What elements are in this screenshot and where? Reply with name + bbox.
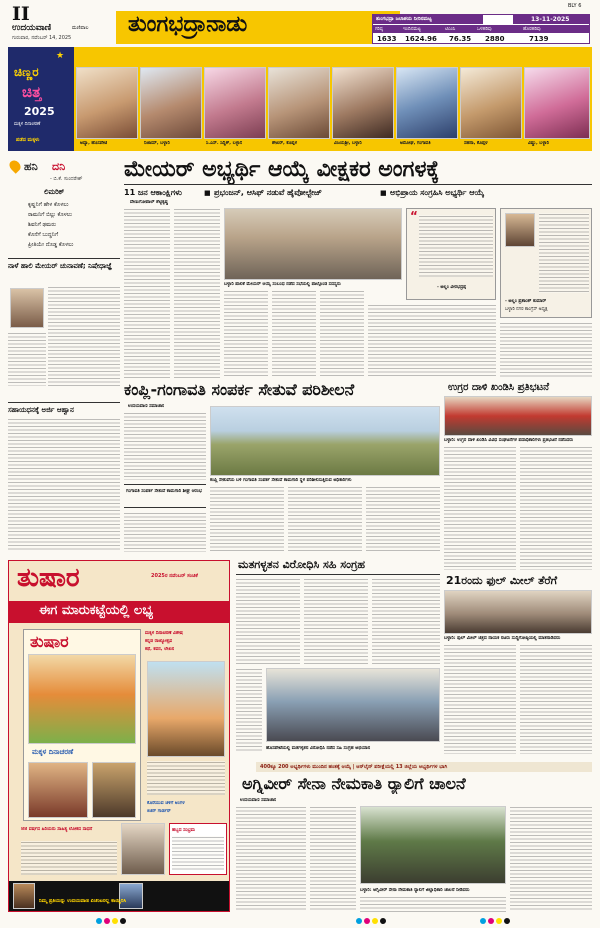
publication-name: ಉದಯವಾಣಿ xyxy=(12,23,52,33)
lead-subhead-2: ಪ್ರಭಂಜನ್, ಆಸಿಫ್ ನಡುವೆ ಹೈವೋಲ್ಟೇಜ್ xyxy=(214,188,322,197)
vote-body-3 xyxy=(372,578,440,664)
dam-title: ತುಂಗಭದ್ರಾ ಜಲಾಶಯ ನೀರಿನಮಟ್ಟ xyxy=(376,16,432,22)
honey-author: - ಬಿ.ಕೆ. ಸುಂದರೇಶ್ xyxy=(50,176,83,182)
ad-bullet-3: ಕಥೆ, ಕವನ, ಲೇಖನ xyxy=(145,647,175,652)
ad-brand: ತುಷಾರ xyxy=(17,563,80,593)
vote-caption: ಹೊಸಪೇಟೆಯಲ್ಲಿ ಮತಗಳ್ಳತನ ವಿರೋಧಿಸಿ ನಡೆದ ಸಹಿ ಸಂಗ್ರಹ ಅಭಿಯಾನ xyxy=(266,746,371,751)
dam-date: 13-11-2025 xyxy=(531,16,570,23)
vote-story xyxy=(236,558,440,760)
bridge-headline: ಕಂಪ್ಲಿ-ಗಂಗಾವತಿ ಸಂಪರ್ಕ ಸೇತುವೆ ಪರಿಶೀಲನೆ xyxy=(124,380,355,399)
agniveer-body-3 xyxy=(360,896,506,912)
poem-line-3: ಶಿವನಿಗೆ ಢಮರು xyxy=(28,222,56,228)
kid-name-6: ಅಮೋಘ, ಗಂಗಾವತಿ xyxy=(400,141,431,146)
cover-illustration xyxy=(28,654,136,744)
page-number: II xyxy=(12,3,30,25)
cover-title: ಮಕ್ಕಳ ದಿನಾಚರಣೆ xyxy=(32,748,74,756)
lead-story xyxy=(124,156,592,378)
ad-blurb: 88 ವರ್ಷದ ಹಿರಿಯರು ಸಾಹಿತ್ಯ ಲೋಕದ ಸಾಧನೆ xyxy=(21,827,93,832)
dam-level-box xyxy=(372,14,590,44)
bridge-body-3 xyxy=(210,486,284,552)
dam-col-2: ಇಂದಿನಮಟ್ಟ xyxy=(403,27,421,32)
kid-photo-2 xyxy=(140,67,202,139)
agniveer-byline: ಉದಯವಾಣಿ ಸಮಾಚಾರ xyxy=(240,798,277,803)
bridge-story xyxy=(124,380,440,552)
kids-logo-line1: ಚಿಣ್ಣರ xyxy=(14,65,39,79)
ad-bullet-1: ಮಕ್ಕಳ ದಿನಾಚರಣೆ ವಿಶೇಷ xyxy=(145,631,183,636)
dam-col-4: ಒಳಹರಿವು xyxy=(477,27,492,32)
lead-body-col-4 xyxy=(272,290,316,378)
kids-logo-sub: ಮಕ್ಕಳ ದಿನಾಚರಣೆ xyxy=(14,122,41,127)
quote-box-1 xyxy=(406,208,496,300)
poem-heading: ಲಿಮರಿಕ್ xyxy=(44,188,65,196)
reg-yellow xyxy=(496,918,502,924)
quote-1-text xyxy=(419,215,493,277)
bridge-body-1 xyxy=(124,412,206,480)
kid-photo-1 xyxy=(76,67,138,139)
meal-headline: 21ರಂದು ಫುಲ್ ಮೀಲ್ ತೆರೆಗೆ xyxy=(446,574,558,587)
bridge-photo xyxy=(210,406,440,476)
honey-icon xyxy=(7,158,23,174)
magazine-cover xyxy=(23,629,141,821)
agniveer-body-4 xyxy=(510,806,592,912)
ad-feature-3: ಹಬ್ಬದ ಸಂಭ್ರಮ xyxy=(172,828,196,833)
ad-tagline: ಈಗ ಮಾರುಕಟ್ಟೆಯಲ್ಲಿ ಲಭ್ಯ xyxy=(39,603,154,618)
bridge-body-4 xyxy=(288,486,362,552)
ad-kids-photo xyxy=(147,661,225,757)
reg-cyan xyxy=(480,918,486,924)
reg-magenta xyxy=(364,918,370,924)
ad-bottom-line: ನಿಮ್ಮ ಪ್ರತಿಯನ್ನು ಉದಯವಾಣಿ ಏಜೆಂಟರಲ್ಲಿ ಕಾಯ್ದಿರಿಸಿ xyxy=(39,899,127,904)
cover-brand: ತುಷಾರ xyxy=(30,632,69,651)
bridge-pull-quote-box xyxy=(124,484,206,508)
poem-line-1: ಕೃಷ್ಣನಿಗೆ ಹೇಳ ಕೊಳಲು xyxy=(28,202,69,208)
dam-val-3: 76.35 xyxy=(449,35,472,43)
star-icon: ★ xyxy=(56,51,65,61)
mayor-photo xyxy=(10,288,44,328)
vote-body-4 xyxy=(236,668,262,752)
quote-icon: “ xyxy=(410,209,418,223)
lead-subhead-3: ಅಭಿಪ್ರಾಯ ಸಂಗ್ರಹಿಸಿ ಅಭ್ಯರ್ಥಿ ಆಯ್ಕೆ xyxy=(390,188,485,197)
kids-logo-line2: ಚಿತ್ತ xyxy=(22,83,42,101)
reg-yellow xyxy=(112,918,118,924)
protest-photo xyxy=(444,396,592,436)
kids-logo xyxy=(8,47,74,151)
meal-photo xyxy=(444,590,592,634)
lead-headline-rule xyxy=(124,184,592,185)
quote-1-author: - ಅಲ್ಲಂ ವೀರಭದ್ರಪ್ಪ xyxy=(437,285,467,290)
ad-feature-text xyxy=(147,761,225,795)
bridge-body-2 xyxy=(124,512,206,552)
kids-banner xyxy=(8,47,592,151)
cover-photo xyxy=(28,762,88,818)
lead-body-col-7 xyxy=(500,322,592,378)
kid-photo-5 xyxy=(332,67,394,139)
kid-photo-8 xyxy=(524,67,590,139)
quote-2-author: - ಅಲ್ಲಂ ಪ್ರಶಾಂತ್ ಕುಮಾರ್ xyxy=(505,299,547,304)
vote-body-2 xyxy=(304,578,368,664)
reg-black xyxy=(504,918,510,924)
kid-name-8: ವಿಷ್ಣು, ಬಳ್ಳಾರಿ xyxy=(528,141,550,146)
ad-feature-box xyxy=(169,823,227,875)
lead-byline: ವೇಣುಗೋಪಾಲ್ ಶೆಟ್ಟಿಕೃಷ್ಣ xyxy=(130,200,169,205)
bullet-icon: ■ xyxy=(380,189,387,197)
vote-body-1 xyxy=(236,578,300,664)
vote-rule xyxy=(236,574,440,575)
agniveer-body-1 xyxy=(236,806,306,912)
lead-body-col-5 xyxy=(320,290,364,378)
lead-photo xyxy=(224,208,402,280)
kids-logo-year: 2025 xyxy=(24,105,55,118)
bridge-byline: ಉದಯವಾಣಿ ಸಮಾಚಾರ xyxy=(128,404,165,409)
side-story-body xyxy=(48,286,120,386)
reg-magenta xyxy=(104,918,110,924)
meal-story xyxy=(444,574,592,754)
kid-name-4: ಶೇಖರ್, ಕೊಪ್ಪಳ xyxy=(272,141,298,146)
agniveer-kicker: 400ಕ್ಕೂ 200 ಅಭ್ಯರ್ಥಿಗಳು ಮುಂದಿನ ಹಂತಕ್ಕೆ ಆಯ್ಕೆ | ಆನ್‌ಲೈನ್ ಪರೀಕ್ಷೆಯಲ್ಲಿ 13 ಜಿಲ್ಲೆಯ ಅಭ್ಯರ್ಥಿಗಳ ಭಾಗಿ xyxy=(260,764,448,770)
protest-story xyxy=(444,380,592,570)
dam-col-5: ಹೊರಹರಿವು xyxy=(523,27,541,32)
divider xyxy=(8,402,120,403)
bridge-pull-quote: ಗಂಗಾವತಿ ಸಂಪರ್ಕ ಸೇತುವೆ ಕಾಮಗಾರಿ ಶೀಘ್ರ ಆರಂಭ xyxy=(126,489,202,494)
dam-col-3: ಟಿಎಂಸಿ xyxy=(445,27,456,32)
quote-2-text xyxy=(539,213,589,293)
section-title: ತುಂಗಭದ್ರಾನಾಡು xyxy=(128,12,248,37)
ad-blurb-text xyxy=(21,841,117,875)
kid-photo-6 xyxy=(396,67,458,139)
meal-caption: ಬಳ್ಳಾರಿ: ಫುಲ್ ಮೀಲ್ ಚಿತ್ರದ ನಾಯಕ ನಟರು ಸುದ್ದಿಗೋಷ್ಠಿಯಲ್ಲಿ ಮಾತನಾಡಿದರು xyxy=(444,636,561,641)
reg-black xyxy=(380,918,386,924)
poem-line-5: ಪ್ರೀತಿಯೇ ದೊಡ್ಡ ಕೊಳಲು xyxy=(28,242,74,248)
brief-headline: ಸಹಾಯಧನಕ್ಕೆ ಅರ್ಜಿ ಆಹ್ವಾನ xyxy=(8,406,74,414)
agniveer-photo xyxy=(360,806,506,884)
honey-column xyxy=(8,158,120,398)
vote-headline: ಮತಗಳ್ಳತನ ವಿರೋಧಿಸಿ ಸಹಿ ಸಂಗ್ರಹ xyxy=(238,558,365,571)
edition-label: ಮಣಿಪಾಲ xyxy=(72,25,89,31)
kid-name-7: ಸಹನಾ, ಕೊಪ್ಪಳ xyxy=(464,141,488,146)
lead-headline: ಮೇಯರ್ ಅಭ್ಯರ್ಥಿ ಆಯ್ಕೆ ವೀಕ್ಷಕರ ಅಂಗಳಕ್ಕೆ xyxy=(124,157,440,182)
dam-val-4: 2880 xyxy=(485,35,505,43)
ad-thumb-2 xyxy=(119,883,143,909)
reg-cyan xyxy=(356,918,362,924)
poem-line-4: ಕೊನೆಗೆ ಬುದ್ಧನಿಗೆ xyxy=(28,232,59,238)
kid-name-2: ನಿಜಾಮ್, ಬಳ್ಳಾರಿ xyxy=(144,141,170,146)
meal-body-1 xyxy=(444,644,516,754)
protest-caption: ಬಳ್ಳಾರಿ: ಉಗ್ರರ ದಾಳಿ ಖಂಡಿಸಿ ವಿವಿಧ ಸಂಘಟನೆಗಳ ಪದಾಧಿಕಾರಿಗಳು ಪ್ರತಿಭಟನೆ ನಡೆಸಿದರು xyxy=(444,438,574,443)
ad-feature-3-text xyxy=(172,836,224,870)
lead-subhead-1: 11 ಜನ ಆಕಾಂಕ್ಷಿಗಳು xyxy=(124,188,182,197)
kid-name-1: ಅವ್ಯಾ, ಹೊಸಪೇಟೆ xyxy=(80,141,108,146)
quote-box-2 xyxy=(500,208,592,318)
kid-photo-4 xyxy=(268,67,330,139)
brief-body xyxy=(8,418,120,552)
brief-column xyxy=(8,402,120,552)
dam-col-1: ಗರಿಷ್ಠ xyxy=(375,27,383,32)
dateline: ಗುರುವಾರ, ನವೆಂಬರ್ 14, 2025 xyxy=(12,35,72,41)
dam-val-5: 7139 xyxy=(529,35,549,43)
cover-photo-2 xyxy=(92,762,136,818)
vote-photo xyxy=(266,668,440,742)
kid-name-3: ಸಿ.ಎಸ್. ಸಿದ್ದಿಕ್, ಬಳ್ಳಾರಿ xyxy=(206,141,243,146)
bridge-body-5 xyxy=(366,486,440,552)
dam-val-2: 1624.96 xyxy=(405,35,437,43)
agniveer-caption: ಬಳ್ಳಾರಿ: ಅಗ್ನಿವೀರ್ ಸೇನಾ ನೇಮಕಾತಿ ರ್‍ಯಾಲಿಗೆ ಜಿಲ್ಲಾಧಿಕಾರಿ ಚಾಲನೆ ನೀಡಿದರು xyxy=(360,888,470,893)
ad-elder-photo xyxy=(121,823,165,875)
kid-photo-3 xyxy=(204,67,266,139)
masthead xyxy=(0,0,600,46)
lead-body-col-2 xyxy=(174,208,220,378)
poem-line-2: ರಾಮನಿಗೆ ಬಿಲ್ಲು ಕೊಳಲು xyxy=(28,212,72,218)
quote-2-role: ಬಳ್ಳಾರಿ ನಗರ ಕಾಂಗ್ರೆಸ್ ಅಧ್ಯಕ್ಷ xyxy=(505,307,548,312)
lead-photo-caption: ಬಳ್ಳಾರಿ ಪಾಲಿಕೆ ಮೇಯರ್ ಆಯ್ಕೆ ಸಂಬಂಧ ನಡೆದ ಸಭೆಯಲ್ಲಿ ಪಾಲ್ಗೊಂಡ ಸದಸ್ಯರು xyxy=(224,282,341,287)
side-story-body-2 xyxy=(8,332,46,386)
ad-feature-1: ಕೊರೆಯುವ ಚಳಿಗೆ ಅಂಗಳ xyxy=(147,801,185,806)
side-story-headline: ನಾಳೆ ಹಾಲಿ ಮೇಯರ್ ಚುನಾವಣೆ; ನಿಷೇಧಾಜ್ಞೆ xyxy=(8,262,113,270)
protest-headline: ಉಗ್ರರ ದಾಳಿ ಖಂಡಿಸಿ ಪ್ರತಿಭಟನೆ xyxy=(448,382,550,393)
kid-name-5: ವಿಜಯಶ್ರೀ, ಬಳ್ಳಾರಿ xyxy=(334,141,362,146)
corner-code: BLY 6 xyxy=(568,3,582,9)
protest-body-2 xyxy=(520,446,592,570)
honey-logo-b: ದನಿ xyxy=(52,160,66,173)
ad-bullet-2: ಕನ್ನಡ ರಾಜ್ಯೋತ್ಸವ xyxy=(145,639,173,644)
lead-body-col-1 xyxy=(124,208,170,378)
registration-marks xyxy=(0,916,600,926)
reg-black xyxy=(120,918,126,924)
lead-body-col-6 xyxy=(368,304,496,378)
agniveer-story xyxy=(236,762,592,912)
honey-logo-a: ಹನಿ xyxy=(24,160,38,173)
meal-body-2 xyxy=(520,644,592,754)
ad-blurb-box xyxy=(21,827,117,875)
kid-photo-7 xyxy=(460,67,522,139)
protest-body-1 xyxy=(444,446,516,570)
bullet-icon: ■ xyxy=(204,189,211,197)
ad-issue: 2025ರ ನವೆಂಬರ್ ಸಂಚಿಕೆ xyxy=(151,573,198,579)
dam-val-1: 1633 xyxy=(377,35,397,43)
lead-body-col-3 xyxy=(224,290,268,378)
reg-yellow xyxy=(372,918,378,924)
ad-feature-2: ಕಿಚನ್ ಗಾರ್ಡನ್ xyxy=(147,809,171,814)
reg-cyan xyxy=(96,918,102,924)
ad-thumb-1 xyxy=(13,883,35,909)
quote-2-photo xyxy=(505,213,535,247)
agniveer-body-2 xyxy=(310,806,356,912)
tushara-ad xyxy=(8,560,230,912)
divider xyxy=(8,258,120,259)
kids-tagline: ಪಡೆದ ಮಕ್ಕಳು xyxy=(16,137,40,143)
agniveer-headline: ಅಗ್ನಿವೀರ್ ಸೇನಾ ನೇಮಕಾತಿ ರ್‍ಯಾಲಿಗೆ ಚಾಲನೆ xyxy=(242,774,466,793)
bridge-caption: ಕಂಪ್ಲಿ ಸೇತುವೆಯ ಬಳಿ ಗಂಗಾವತಿ ಸಂಪರ್ಕ ಸೇತುವೆ ಕಾಮಗಾರಿ ಸ್ಥಳ ಪರಿಶೀಲಿಸುತ್ತಿರುವ ಅಧಿಕಾರಿಗಳು xyxy=(210,478,352,483)
reg-magenta xyxy=(488,918,494,924)
